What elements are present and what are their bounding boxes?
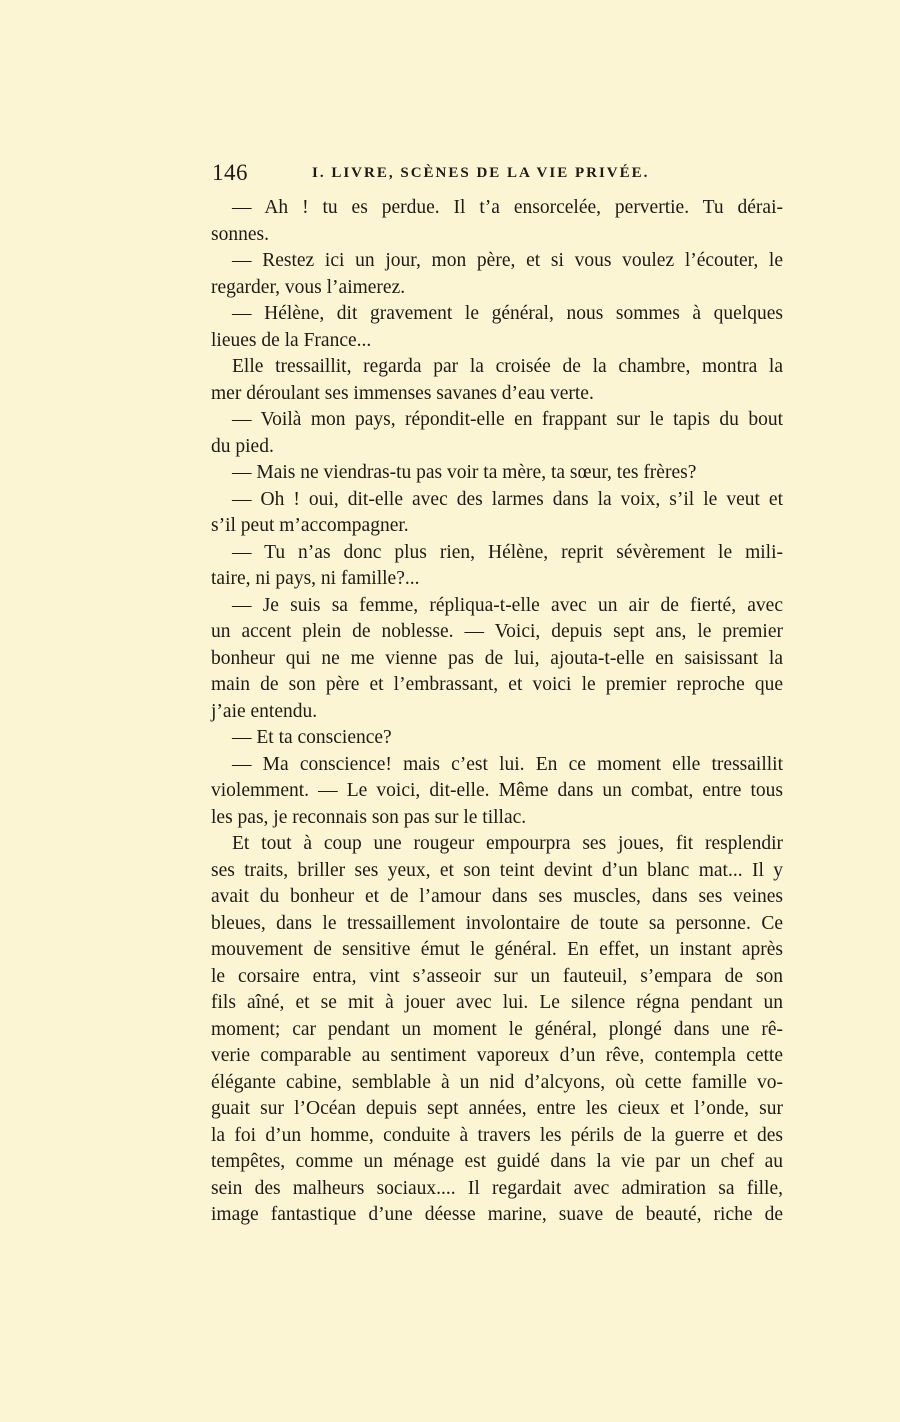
text-line: — Restez ici un jour, mon père, et si vous voulez l’écouter, le <box>232 250 783 271</box>
text-line: — Et ta conscience? <box>232 727 392 748</box>
text-line: j’aie entendu. <box>211 700 318 722</box>
text-line: — Je suis sa femme, répliqua-t-elle avec un air de fierté, avec <box>232 594 783 616</box>
text-line: mer déroulant ses immenses savanes d’eau verte. <box>211 382 594 404</box>
text-line: taire, ni pays, ni famille?... <box>211 568 420 589</box>
text-line: — Oh ! oui, dit-elle avec des larmes dans la voix, s’il le veut et <box>232 488 783 510</box>
text-line: avait du bonheur et de l’amour dans ses muscles, dans ses veines <box>211 886 783 907</box>
text-line: sein des malheurs sociaux.... Il regardait avec admiration sa fille, <box>211 1177 783 1199</box>
text-line: la foi d’un homme, conduite à travers les périls de la guerre et des <box>211 1124 783 1146</box>
text-line: Et tout à coup une rougeur empourpra ses joues, fit resplendir <box>232 833 783 854</box>
text-line: — Mais ne viendras-tu pas voir ta mère, ta sœur, tes frères? <box>232 462 697 483</box>
page-header <box>212 160 784 190</box>
text-line: le corsaire entra, vint s’asseoir sur un fauteuil, s’empara de son <box>211 965 783 987</box>
text-line: — Tu n’as donc plus rien, Hélène, reprit sévèrement le mili- <box>232 541 783 563</box>
text-line: mouvement de sensitive émut le général. En effet, un instant après <box>211 939 783 960</box>
text-line: les pas, je reconnais son pas sur le tillac. <box>211 806 527 828</box>
text-line: main de son père et l’embrassant, et voici le premier reproche que <box>211 674 783 695</box>
text-line: guait sur l’Océan depuis sept années, entre les cieux et l’onde, sur <box>211 1098 783 1119</box>
text-line: — Ah ! tu es perdue. Il t’a ensorcelée, pervertie. Tu dérai- <box>232 197 783 218</box>
text-line: violemment. — Le voici, dit-elle. Même dans un combat, entre tous <box>211 780 783 801</box>
text-line: lieues de la France... <box>211 329 372 351</box>
text-line: tempêtes, comme un ménage est guidé dans la vie par un chef au <box>211 1151 783 1172</box>
text-line: fils aîné, et se mit à jouer avec lui. Le silence régna pendant un <box>211 992 783 1013</box>
text-line: s’il peut m’accompagner. <box>211 515 409 536</box>
text-line: — Hélène, dit gravement le général, nous sommes à quelques <box>232 303 783 324</box>
text-line: image fantastique d’une déesse marine, suave de beauté, riche de <box>211 1204 783 1225</box>
text-line: verie comparable au sentiment vaporeux d’un rêve, contempla cette <box>211 1045 783 1066</box>
text-line: ses traits, briller ses yeux, et son teint devint d’un blanc mat... Il y <box>211 859 783 881</box>
text-line: sonnes. <box>211 223 269 245</box>
page-number: 146 <box>212 160 248 185</box>
text-line: élégante cabine, semblable à un nid d’alcyons, où cette famille vo- <box>211 1071 783 1093</box>
text-line: Elle tressaillit, regarda par la croisée de la chambre, montra la <box>232 356 783 377</box>
text-line: regarder, vous l’aimerez. <box>211 276 406 298</box>
body-text <box>211 195 783 1229</box>
text-line: moment; car pendant un moment le général, plongé dans une rê- <box>211 1018 783 1040</box>
text-line: — Ma conscience! mais c’est lui. En ce moment elle tressaillit <box>232 753 783 775</box>
text-line: un accent plein de noblesse. — Voici, depuis sept ans, le premier <box>211 621 783 642</box>
text-line: du pied. <box>211 435 274 457</box>
text-line: bleues, dans le tressaillement involontaire de toute sa personne. Ce <box>211 912 783 934</box>
text-line: — Voilà mon pays, répondit-elle en frappant sur le tapis du bout <box>232 409 783 430</box>
text-line: bonheur qui ne me vienne pas de lui, ajouta-t-elle en saisissant la <box>211 647 783 669</box>
running-head: I. LIVRE, SCÈNES DE LA VIE PRIVÉE. <box>312 165 650 181</box>
